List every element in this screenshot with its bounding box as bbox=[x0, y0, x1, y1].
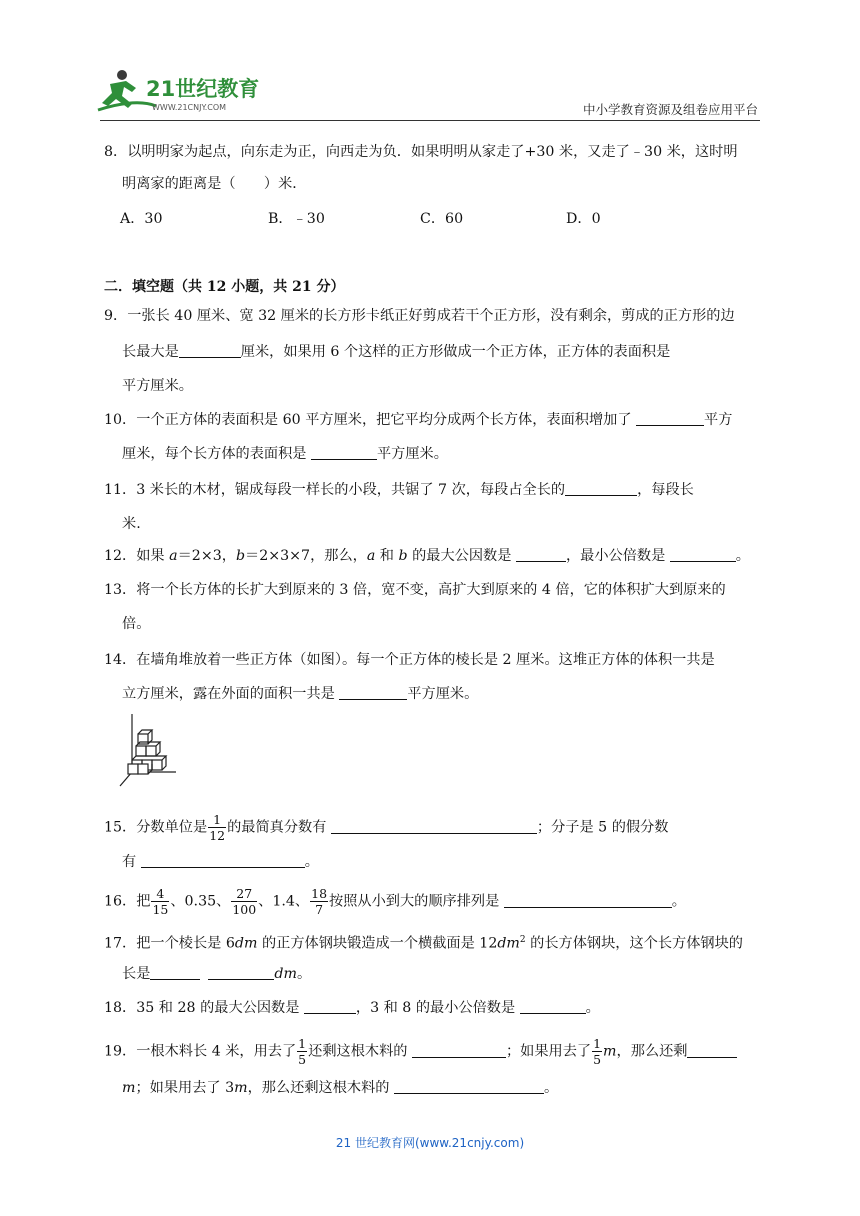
q8-option-a: A．30 bbox=[120, 211, 163, 227]
q15-line2: 有 。 bbox=[122, 854, 319, 870]
answer-blank[interactable] bbox=[394, 1079, 544, 1094]
q11-line2: 米. bbox=[122, 516, 141, 532]
q19-line1: 19．一根木料长 4 米，用去了 $\frac{1}{5}$ 还剩这根木料的 ；如果用去了 $\frac{1}{5}$ m，那么还剩 bbox=[104, 1036, 737, 1067]
answer-blank[interactable] bbox=[504, 893, 672, 908]
q19-line2: m；如果用去了 3m，那么还剩这根木料的 。 bbox=[122, 1080, 559, 1096]
fraction: $\frac{1}{12}$ bbox=[209, 812, 226, 843]
header-divider bbox=[100, 120, 760, 121]
q16-line: 16．把 $\frac{4}{15}$ 、0.35、 $\frac{27}{100}$ 、1.4、 $\frac{18}{7}$ 按照从小到大的顺序排列是 。 bbox=[104, 886, 686, 917]
q8-line2: 明离家的距离是（ ）米． bbox=[122, 176, 307, 192]
answer-blank[interactable] bbox=[311, 445, 377, 460]
q10-line2: 厘米，每个长方体的表面积是 平方厘米。 bbox=[122, 446, 448, 462]
fraction: $\frac{4}{15}$ bbox=[152, 886, 169, 917]
q9-line2: 长最大是 厘米，如果用 6 个这样的正方形做成一个正方体，正方体的表面积是 bbox=[122, 344, 671, 360]
fraction: $\frac{27}{100}$ bbox=[232, 886, 257, 917]
answer-blank[interactable] bbox=[565, 481, 637, 496]
runner-logo-icon bbox=[96, 66, 266, 116]
answer-blank[interactable] bbox=[412, 1043, 506, 1058]
q14-line1: 14．在墙角堆放着一些正方体（如图）。每一个正方体的棱长是 2 厘米。这堆正方体的体积一共是 bbox=[104, 652, 715, 668]
q14-line2: 立方厘米，露在外面的面积一共是 平方厘米。 bbox=[122, 686, 479, 702]
q8-option-b: B．﹣30 bbox=[268, 211, 325, 227]
fraction: $\frac{18}{7}$ bbox=[311, 886, 328, 917]
answer-blank[interactable] bbox=[208, 965, 274, 980]
cube-stack-figure bbox=[118, 712, 180, 792]
answer-blank[interactable] bbox=[141, 853, 305, 868]
q17-line1: 17．把一个棱长是 6dm 的正方体钢块锻造成一个横截面是 $12dm^2$ 的长方体钢块，这个长方体钢块的 bbox=[104, 935, 743, 952]
q18-line: 18．35 和 28 的最大公因数是 ，3 和 8 的最小公倍数是 。 bbox=[104, 1000, 600, 1016]
answer-blank[interactable] bbox=[687, 1043, 737, 1058]
q8-line1: 8．以明明家为起点，向东走为正，向西走为负．如果明明从家走了+30 米，又走了﹣30 米，这时明 bbox=[104, 144, 738, 160]
platform-title: 中小学教育资源及组卷应用平台 bbox=[582, 102, 758, 117]
answer-blank[interactable] bbox=[520, 999, 586, 1014]
answer-blank[interactable] bbox=[636, 411, 704, 426]
footer-link[interactable]: 21 世纪教育网(www.21cnjy.com) bbox=[335, 1136, 525, 1150]
section-title: 二．填空题（共 12 小题，共 21 分） bbox=[104, 279, 345, 295]
answer-blank[interactable] bbox=[670, 547, 736, 562]
answer-blank[interactable] bbox=[150, 965, 200, 980]
logo bbox=[96, 66, 266, 116]
answer-blank[interactable] bbox=[339, 685, 407, 700]
q12-line: 12．如果 a＝2×3，b＝2×3×7，那么，a 和 b 的最大公因数是 ，最小公倍数是 。 bbox=[104, 548, 750, 564]
svg-text:21世纪教育: 21世纪教育 bbox=[146, 77, 260, 101]
answer-blank[interactable] bbox=[516, 547, 566, 562]
q8-option-c: C．60 bbox=[420, 211, 464, 227]
answer-blank[interactable] bbox=[331, 819, 537, 834]
q10-line1: 10．一个正方体的表面积是 60 平方厘米，把它平均分成两个长方体，表面积增加了 平方 bbox=[104, 412, 733, 428]
answer-blank[interactable] bbox=[304, 999, 356, 1014]
q13-line1: 13．将一个长方体的长扩大到原来的 3 倍，宽不变，高扩大到原来的 4 倍，它的体积扩大到原来的 bbox=[104, 582, 726, 598]
q11-line1: 11．3 米长的木材，锯成每段一样长的小段，共锯了 7 次，每段占全长的 ，每段长 bbox=[104, 482, 694, 498]
q13-line2: 倍。 bbox=[122, 616, 151, 632]
fraction: $\frac{1}{5}$ bbox=[298, 1036, 307, 1067]
q17-line2: 长是 dm。 bbox=[122, 966, 312, 982]
q15-line1: 15．分数单位是 $\frac{1}{12}$ 的最简真分数有 ；分子是 5 的假分数 bbox=[104, 812, 669, 843]
q9-line3: 平方厘米。 bbox=[122, 378, 193, 394]
answer-blank[interactable] bbox=[179, 343, 241, 358]
svg-text:WWW.21CNJY.COM: WWW.21CNJY.COM bbox=[152, 103, 227, 112]
q8-option-d: D．0 bbox=[566, 211, 601, 227]
q9-line1: 9．一张长 40 厘米、宽 32 厘米的长方形卡纸正好剪成若干个正方形，没有剩余，剪成的正方形的边 bbox=[104, 308, 735, 324]
fraction: $\frac{1}{5}$ bbox=[593, 1036, 602, 1067]
